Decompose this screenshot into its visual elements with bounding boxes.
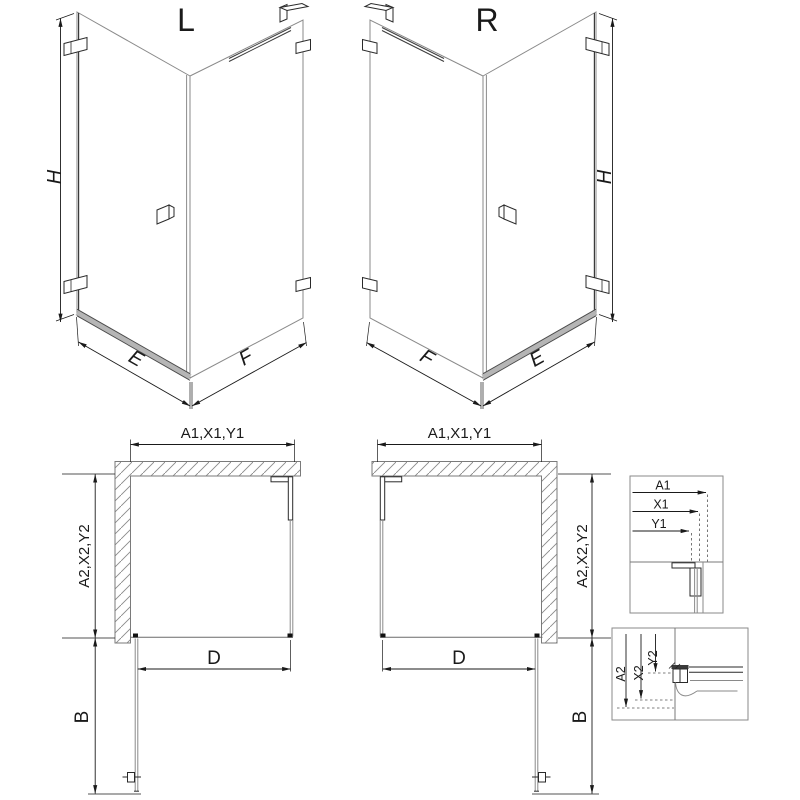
iso-view-right bbox=[363, 2, 618, 409]
label-top-width-left: A1,X1,Y1 bbox=[180, 425, 245, 442]
variant-label-left: L bbox=[177, 2, 195, 38]
open-door-panel bbox=[123, 639, 142, 792]
label-height-right: H bbox=[594, 169, 616, 185]
plan-view-right bbox=[372, 425, 611, 794]
walls-hatched bbox=[115, 462, 301, 644]
detail-box-bottom bbox=[612, 628, 748, 720]
detail-box-top bbox=[630, 476, 723, 613]
label-height-left: H bbox=[44, 169, 66, 185]
label-opening-right: D bbox=[452, 648, 466, 669]
iso-view-left bbox=[44, 2, 311, 409]
label-swing-left: B bbox=[72, 710, 93, 724]
label-door-width-left: E bbox=[124, 345, 148, 372]
door-pivot-mark-right bbox=[535, 634, 540, 638]
detail-label-y1: Y1 bbox=[651, 517, 667, 531]
label-side-width-right: F bbox=[416, 345, 438, 371]
door-pivot-mark-right bbox=[288, 634, 293, 638]
door-handle-plan bbox=[539, 773, 546, 783]
label-side-width-left: F bbox=[235, 345, 257, 371]
dim-top-width bbox=[378, 440, 542, 463]
door-pivot-mark-left bbox=[133, 634, 138, 638]
door-pivot-mark-left bbox=[381, 634, 386, 638]
label-depth-left: A2,X2,Y2 bbox=[76, 524, 93, 588]
iso-geometry-right bbox=[363, 4, 618, 410]
label-swing-right: B bbox=[570, 710, 591, 724]
variant-label-right: R bbox=[475, 2, 499, 38]
dim-top-width bbox=[131, 440, 295, 463]
label-opening-left: D bbox=[207, 648, 221, 669]
plan-view-left bbox=[62, 425, 301, 794]
door-corner-profile bbox=[271, 477, 293, 637]
detail-label-a1: A1 bbox=[655, 478, 671, 493]
door-handle-plan bbox=[128, 773, 135, 783]
dim-swing bbox=[88, 638, 141, 794]
walls-hatched bbox=[372, 462, 557, 644]
iso-geometry-left bbox=[56, 4, 311, 410]
label-door-width-right: E bbox=[525, 345, 549, 372]
label-top-width-right: A1,X1,Y1 bbox=[427, 425, 492, 442]
detail-label-a2: A2 bbox=[614, 666, 628, 682]
open-door-panel bbox=[532, 639, 551, 792]
detail-label-x1: X1 bbox=[653, 497, 669, 512]
detail-label-x2: X2 bbox=[632, 665, 646, 681]
door-corner-profile bbox=[380, 477, 402, 637]
detail-label-y2: Y2 bbox=[646, 650, 660, 666]
label-depth-right: A2,X2,Y2 bbox=[574, 524, 591, 588]
